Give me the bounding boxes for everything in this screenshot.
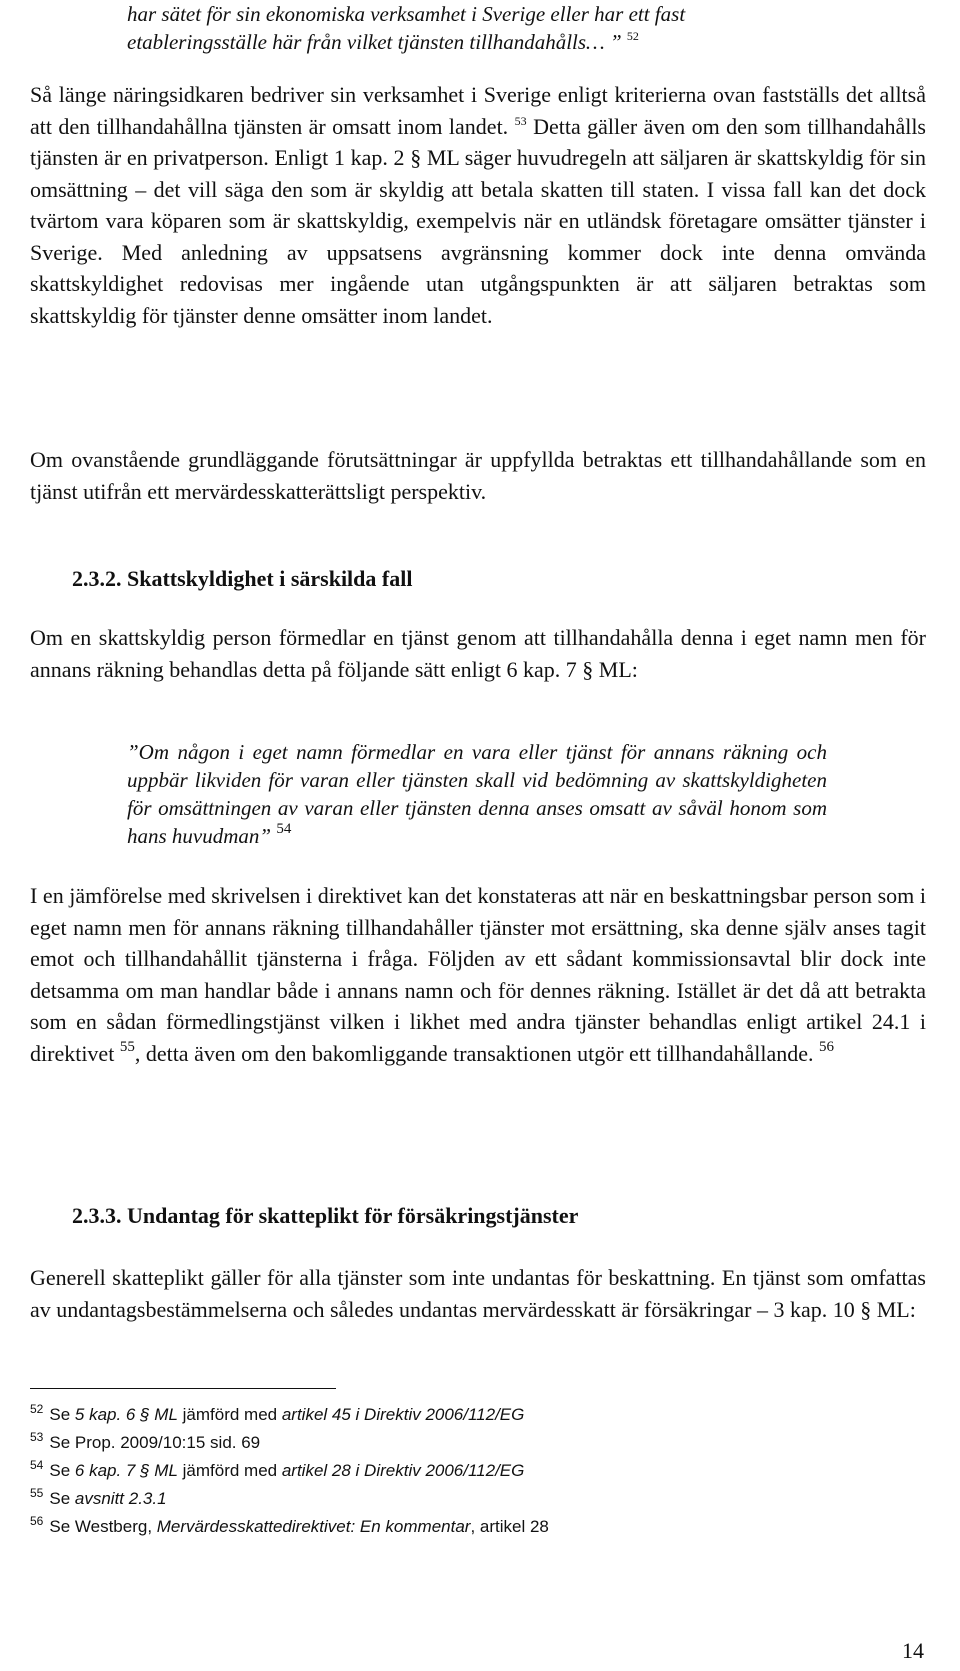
top-quote <box>127 0 747 56</box>
footnote-italic: Mervärdesskattedirektivet: En kommentar <box>156 1517 471 1536</box>
footnote-text: Se <box>49 1461 75 1480</box>
legal-quote-text: ”Om någon i eget namn förmedlar en vara eller tjänst för annans räkning och uppbär likviden för varan eller tjänsten skall vid bedömning av skattskyldigheten för omsättningen av varan eller tjänsten denna anses omsatt av såväl honom som hans huvudman” <box>127 740 827 848</box>
footnote-italic: 5 kap. 6 § ML <box>74 1405 178 1424</box>
footnote-number: 54 <box>30 1458 44 1472</box>
footnote-text: Se Prop. 2009/10:15 sid. 69 <box>49 1433 261 1452</box>
section-heading-2-3-2: 2.3.2. Skattskyldighet i särskilda fall <box>72 566 413 591</box>
paragraph-5 <box>30 1262 926 1325</box>
footnote-number: 55 <box>30 1486 44 1500</box>
paragraph-5-text: Generell skatteplikt gäller för alla tjänster som inte undantas för beskattning. En tjänst som omfattas av undantagsbestämmelserna och således undantas mervärdesskatt är försäkringar – 3 kap. 10 § ML: <box>30 1265 926 1322</box>
paragraph-3-text: Om en skattskyldig person förmedlar en tjänst genom att tillhandahålla denna i eget namn men för annans räkning behandlas detta på följande sätt enligt 6 kap. 7 § ML: <box>30 625 926 682</box>
footnote-ref-52[interactable]: 52 <box>626 29 639 43</box>
footnote-number: 56 <box>30 1514 44 1528</box>
footnote-separator <box>30 1388 336 1389</box>
footnote-53 <box>30 1426 549 1454</box>
footnote-number: 53 <box>30 1430 44 1444</box>
section-heading-2-3-3: 2.3.3. Undantag för skatteplikt för försäkringstjänster <box>72 1203 579 1228</box>
paragraph-2-text: Om ovanstående grundläggande förutsättningar är uppfyllda betraktas ett tillhandahållande som en tjänst utifrån ett mervärdesskatterättsligt perspektiv. <box>30 447 926 504</box>
footnotes <box>30 1398 549 1538</box>
footnote-54 <box>30 1454 549 1482</box>
legal-quote <box>127 738 827 850</box>
footnote-italic: artikel 28 i Direktiv 2006/112/EG <box>281 1461 525 1480</box>
footnote-text: Se <box>49 1489 75 1508</box>
footnote-text: jämförd med <box>177 1461 282 1480</box>
top-quote-line1: har sätet för sin ekonomiska verksamhet i Sverige eller har ett fast <box>127 2 686 26</box>
footnote-text: jämförd med <box>177 1405 282 1424</box>
footnote-text: , artikel 28 <box>470 1517 549 1536</box>
footnote-ref-54[interactable]: 54 <box>276 821 292 837</box>
paragraph-4-part1: I en jämförelse med skrivelsen i direktivet kan det konstateras att när en beskattningsbar person som i eget namn men för annans räkning tillhandahåller tjänster mot ersättning, ska denne själv anses tagit emot och tillhandahållit tjänsterna i fråga. Följden av ett sådant kommissionsavtal blir dock inte detsamma om man handlar både i annans namn och för dennes räkning. Istället är det då att betrakta som en sådan förmedlingstjänst vilken i likhet med andra tjänster behandlas enligt artikel 24.1 i direktivet <box>30 883 926 1066</box>
footnote-text: Se Westberg, <box>49 1517 157 1536</box>
paragraph-3 <box>30 622 926 685</box>
footnote-ref-56[interactable]: 56 <box>819 1038 835 1055</box>
footnote-italic: artikel 45 i Direktiv 2006/112/EG <box>281 1405 525 1424</box>
paragraph-4-part2: , detta även om den bakomliggande transaktionen utgör ett tillhandahållande. <box>134 1040 814 1066</box>
paragraph-1-part2: Detta gäller även om den som tillhandahålls tjänsten är en privatperson. Enligt 1 kap. 2 § ML säger huvudregeln att säljaren är skattskyldig för sin omsättning – det vill säga den som är skyldig att betala skatten till staten. I vissa fall kan det dock tvärtom vara köparen som är skattskyldig, exempelvis när en utländsk företagare omsätter tjänster i Sverige. Med anledning av uppsatsens avgränsning kommer dock inte denna omvända skattskyldighet redovisas mer ingående utan utgångspunkten är att säljaren betraktas som skattskyldig för tjänster denne omsätter inom landet. <box>30 113 926 328</box>
footnote-italic: 6 kap. 7 § ML <box>74 1461 178 1480</box>
page-number: 14 <box>902 1638 924 1663</box>
footnote-55 <box>30 1482 549 1510</box>
footnote-ref-53[interactable]: 53 <box>514 113 527 128</box>
footnote-52 <box>30 1398 549 1426</box>
footnote-number: 52 <box>30 1402 44 1416</box>
footnote-italic: avsnitt 2.3.1 <box>74 1489 167 1508</box>
top-quote-close: ” <box>609 30 622 54</box>
paragraph-1 <box>30 79 926 331</box>
paragraph-4 <box>30 880 926 1069</box>
paragraph-1-part1: Så länge näringsidkaren bedriver sin verksamhet i Sverige enligt kriterierna ovan fastställs det alltså att den tillhandahållna tjänsten är omsatt inom landet. <box>30 82 926 139</box>
paragraph-2 <box>30 444 926 507</box>
footnote-ref-55[interactable]: 55 <box>119 1038 135 1055</box>
footnote-text: Se <box>49 1405 75 1424</box>
footnote-56 <box>30 1510 549 1538</box>
top-quote-line2: etableringsställe här från vilket tjänsten tillhandahålls… <box>127 30 605 54</box>
